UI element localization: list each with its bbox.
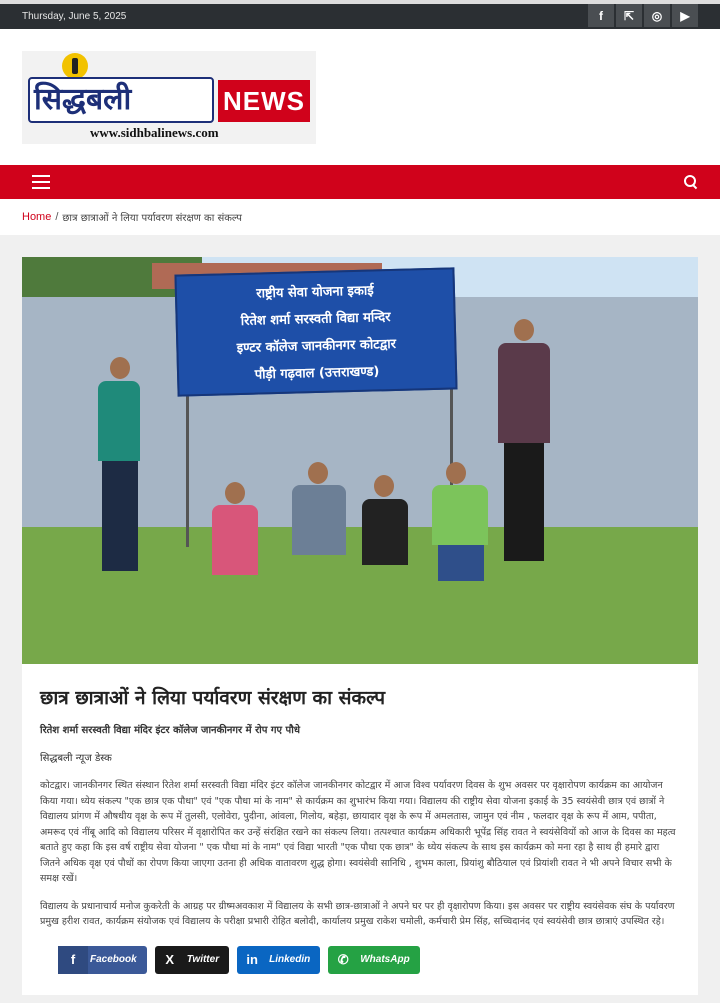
share-linkedin-button[interactable]	[237, 946, 320, 974]
logo-news-text: NEWS	[218, 80, 310, 122]
logo-hindi-name: सिद्धबली	[28, 77, 214, 123]
share-label: WhatsApp	[360, 954, 410, 965]
share-label: Twitter	[186, 954, 220, 965]
breadcrumb-home-link[interactable]: Home	[22, 211, 52, 223]
youtube-icon[interactable]: ▶	[672, 4, 698, 27]
featured-image	[22, 257, 698, 664]
share-label: Facebook	[90, 954, 137, 965]
current-date: Thursday, June 5, 2025	[22, 11, 127, 22]
hamburger-menu-icon[interactable]	[32, 175, 50, 189]
site-header	[0, 29, 720, 165]
share-facebook-button[interactable]	[58, 946, 147, 974]
banner-line-3: इण्टर कॉलेज जानकीनगर कोटद्वार	[236, 336, 397, 357]
logo-emblem-icon	[62, 53, 88, 79]
top-bar	[0, 4, 720, 29]
article-subtitle: रितेश शर्मा सरस्वती विद्या मंदिर इंटर कॉलेज जानकीनगर में रोप गए पौधे	[40, 725, 300, 736]
banner-line-1: राष्ट्रीय सेवा योजना इकाई	[256, 283, 374, 302]
external-link-icon[interactable]: ⇱	[616, 4, 642, 27]
article-paragraph: कोटद्वार। जानकीनगर स्थित संस्थान रितेश शर्मा सरस्वती विद्या मंदिर इंटर कॉलेज जानकीनगर कोटद्वार में आज विश्व पर्यावरण दिवस के शुभ अवसर पर वृक्षारोपण कार्यक्रम का आयोजन किया गया। ध्येय संकल्प "एक छात्र एक पौधा" एवं "एक पौधा मां के नाम" से कार्यक्रम का शुभारंभ किया गया। विद्यालय की राष्ट्रीय सेवा योजना इकाई के 35 स्वयंसेवी छात्र एवं छात्रों ने विद्यालय प्रांगण में औषधीय वृक्ष के रूप में तुलसी, एलोवेरा, पुदीना, आंवला, गिलोय, बहेड़ा, छायादार वृक्ष के रूप में अमलतास, जामुन एवं नीम , फलदार वृक्ष के रूप में आम, पपीता, अमरूद एवं नींबू आदि को विद्यालय परिसर में वृक्षारोपित कर उन्हें संरक्षित रखने का संकल्प लिया। तत्पश्चात कार्यक्रम अधिकारी भूपेंद्र सिंह रावत ने स्वयंसेवियों को आज के दिवस का महत्व बताते हुए कहा कि इस वर्ष राष्ट्रीय सेवा योजना " एक पौधा मां के नाम" एवं विद्या भारती "एक पौधा एक छात्र" के ध्येय संकल्प के साथ इस कार्यक्रम को मना रहा है साथ ही हमारे द्वारा जितने अधिक वृक्ष एवं पौधों का रोपण किया जाएगा उतना ही अधिक वातावरण शुद्ध होगा। स्वयंसेवी सानिधि , शुभम काला, प्रियांशु बौठियाल एवं प्रियांशी रावत ने भी अपने विचार सभी के समक्ष रखें।	[40, 780, 676, 884]
top-social-links	[586, 4, 698, 29]
nss-banner	[174, 267, 457, 396]
search-icon[interactable]	[684, 175, 698, 189]
breadcrumb-separator: /	[55, 211, 59, 223]
article-title: छात्र छात्राओं ने लिया पर्यावरण संरक्षण का संकल्प	[40, 687, 386, 709]
instagram-icon[interactable]: ◎	[644, 4, 670, 27]
x-twitter-icon: X	[165, 952, 175, 967]
logo-url: www.sidhbalinews.com	[90, 125, 219, 140]
article-paragraph: विद्यालय के प्रधानाचार्य मनोज कुकरेती के आग्रह पर ग्रीष्मअवकाश में विद्यालय के सभी छात्र-छात्राओं ने अपने घर पर ही वृक्षारोपण किया। इस अवसर पर राष्ट्रीय स्वयंसेवक संघ के पर्यावरण प्रमुख हरीश रावत, कार्यक्रम संयोजक एवं विद्यालय के परीक्षा प्रभारी रोहित बलोदी, कार्यालय प्रमुख राकेश चमोली, कर्मचारी प्रेम सिंह, सच्चिदानंद एवं स्वयंसेवी छात्र छात्राएं उपस्थित रहे।	[40, 900, 675, 927]
site-logo[interactable]	[22, 51, 316, 144]
linkedin-icon: in	[246, 952, 258, 967]
banner-line-2: रितेश शर्मा सरस्वती विद्या मन्दिर	[240, 310, 391, 329]
article-byline: सिद्धबली न्यूज डेस्क	[40, 753, 112, 764]
banner-line-4: पौड़ी गढ़वाल (उत्तराखण्ड)	[254, 364, 380, 383]
facebook-icon: f	[58, 946, 88, 974]
breadcrumb	[0, 199, 720, 235]
share-label: Linkedin	[269, 954, 311, 965]
facebook-icon[interactable]: f	[588, 4, 614, 27]
main-navbar	[0, 165, 720, 199]
whatsapp-icon: ✆	[337, 951, 349, 967]
breadcrumb-current: छात्र छात्राओं ने लिया पर्यावरण संरक्षण का संकल्प	[62, 213, 242, 224]
main-content	[0, 235, 720, 995]
share-whatsapp-button[interactable]	[328, 946, 419, 974]
share-twitter-button[interactable]	[155, 946, 229, 974]
article-body	[22, 664, 698, 995]
share-buttons	[40, 946, 678, 974]
